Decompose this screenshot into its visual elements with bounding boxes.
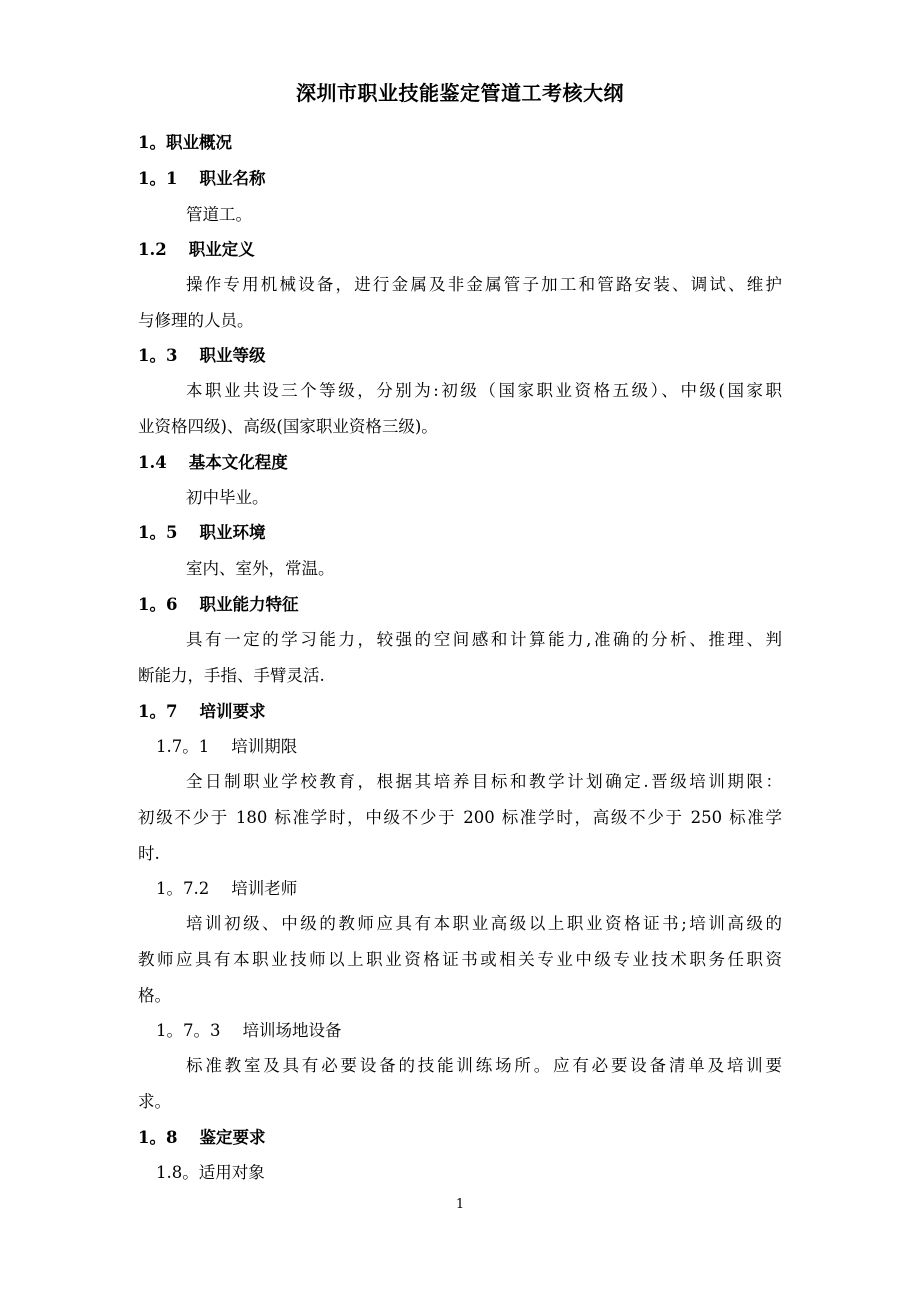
section-1-7-number: 1。7 [138, 702, 178, 721]
section-1-4-text: 初中毕业。 [186, 488, 269, 507]
page-number: 1 [455, 1197, 465, 1212]
section-1-3-heading [138, 344, 265, 368]
section-1-7-1-line-2: 初级不少于 180 标准学时，中级不少于 200 标准学时，高级不少于 250 标准学 [138, 808, 782, 827]
section-1-8-1-number: 1.8。 [156, 1163, 199, 1182]
section-1-2-label: 职业定义 [188, 240, 255, 259]
section-1-3-number: 1。3 [138, 346, 178, 365]
section-1-5-text: 室内、室外，常温。 [186, 559, 335, 578]
section-1-7-heading [138, 700, 265, 724]
section-1-1-text: 管道工。 [186, 205, 252, 224]
section-1-6-heading [138, 593, 298, 617]
section-1-2-number: 1.2 [138, 240, 167, 259]
section-1-7-3-heading [156, 1019, 342, 1043]
section-1-8-label: 鉴定要求 [199, 1128, 266, 1147]
section-1-2-heading [138, 238, 255, 262]
section-1-2-line-2: 与修理的人员。 [138, 311, 254, 330]
section-1-7-2-line-1: 培训初级、中级的教师应具有本职业高级以上职业资格证书;培训高级的 [186, 914, 782, 933]
section-1-3-line-2: 业资格四级)、高级(国家职业资格三级)。 [138, 417, 438, 436]
section-1-8-1-heading [156, 1161, 265, 1185]
section-1-1-label: 职业名称 [199, 169, 266, 188]
section-1-4-number: 1.4 [138, 453, 167, 472]
section-1-5-number: 1。5 [138, 523, 178, 542]
section-1-7-3-line-2: 求。 [138, 1092, 171, 1111]
section-1-7-2-line-3: 格。 [138, 986, 171, 1005]
section-1-3-line-1: 本职业共设三个等级，分别为:初级（国家职业资格五级）、中级(国家职 [186, 381, 782, 400]
document-title: 深圳市职业技能鉴定管道工考核大纲 [296, 81, 624, 105]
section-1-1-heading [138, 167, 265, 191]
section-1-7-1-label: 培训期限 [231, 737, 298, 756]
section-1-7-1-line-3: 时. [138, 844, 160, 863]
section-1-4-label: 基本文化程度 [188, 453, 288, 472]
section-1-7-1-heading [156, 735, 297, 759]
section-1-7-3-label: 培训场地设备 [242, 1021, 342, 1040]
section-1-6-number: 1。6 [138, 595, 178, 614]
section-1-8-1-label: 适用对象 [198, 1163, 265, 1182]
section-1-7-2-heading [156, 877, 297, 901]
section-1-7-label: 培训要求 [199, 702, 266, 721]
section-1-6-line-1: 具有一定的学习能力，较强的空间感和计算能力,准确的分析、推理、判 [186, 630, 782, 649]
section-1-2-line-1: 操作专用机械设备，进行金属及非金属管子加工和管路安装、调试、维护 [186, 275, 782, 294]
section-1-7-3-number: 1。7。3 [156, 1021, 221, 1040]
section-1-number: 1。 [138, 133, 166, 152]
section-1-7-3-line-1: 标准教室及具有必要设备的技能训练场所。应有必要设备清单及培训要 [186, 1056, 782, 1075]
section-1-6-label: 职业能力特征 [199, 595, 299, 614]
section-1-7-2-label: 培训老师 [231, 879, 298, 898]
section-1-7-2-line-2: 教师应具有本职业技师以上职业资格证书或相关专业中级专业技术职务任职资 [138, 950, 782, 969]
section-1-3-label: 职业等级 [199, 346, 266, 365]
section-1-7-2-number: 1。7.2 [156, 879, 210, 898]
section-1-4-heading [138, 451, 288, 475]
section-1-5-label: 职业环境 [199, 523, 266, 542]
section-1-1-number: 1。1 [138, 169, 178, 188]
section-1-heading [138, 131, 232, 155]
section-1-6-line-2: 断能力，手指、手臂灵活. [138, 666, 325, 685]
section-1-label: 职业概况 [165, 133, 232, 152]
section-1-5-heading [138, 521, 265, 545]
section-1-8-number: 1。8 [138, 1128, 178, 1147]
section-1-7-1-line-1: 全日制职业学校教育，根据其培养目标和教学计划确定.晋级培训期限： [186, 772, 782, 791]
section-1-8-heading [138, 1126, 265, 1150]
section-1-7-1-number: 1.7。1 [156, 737, 210, 756]
